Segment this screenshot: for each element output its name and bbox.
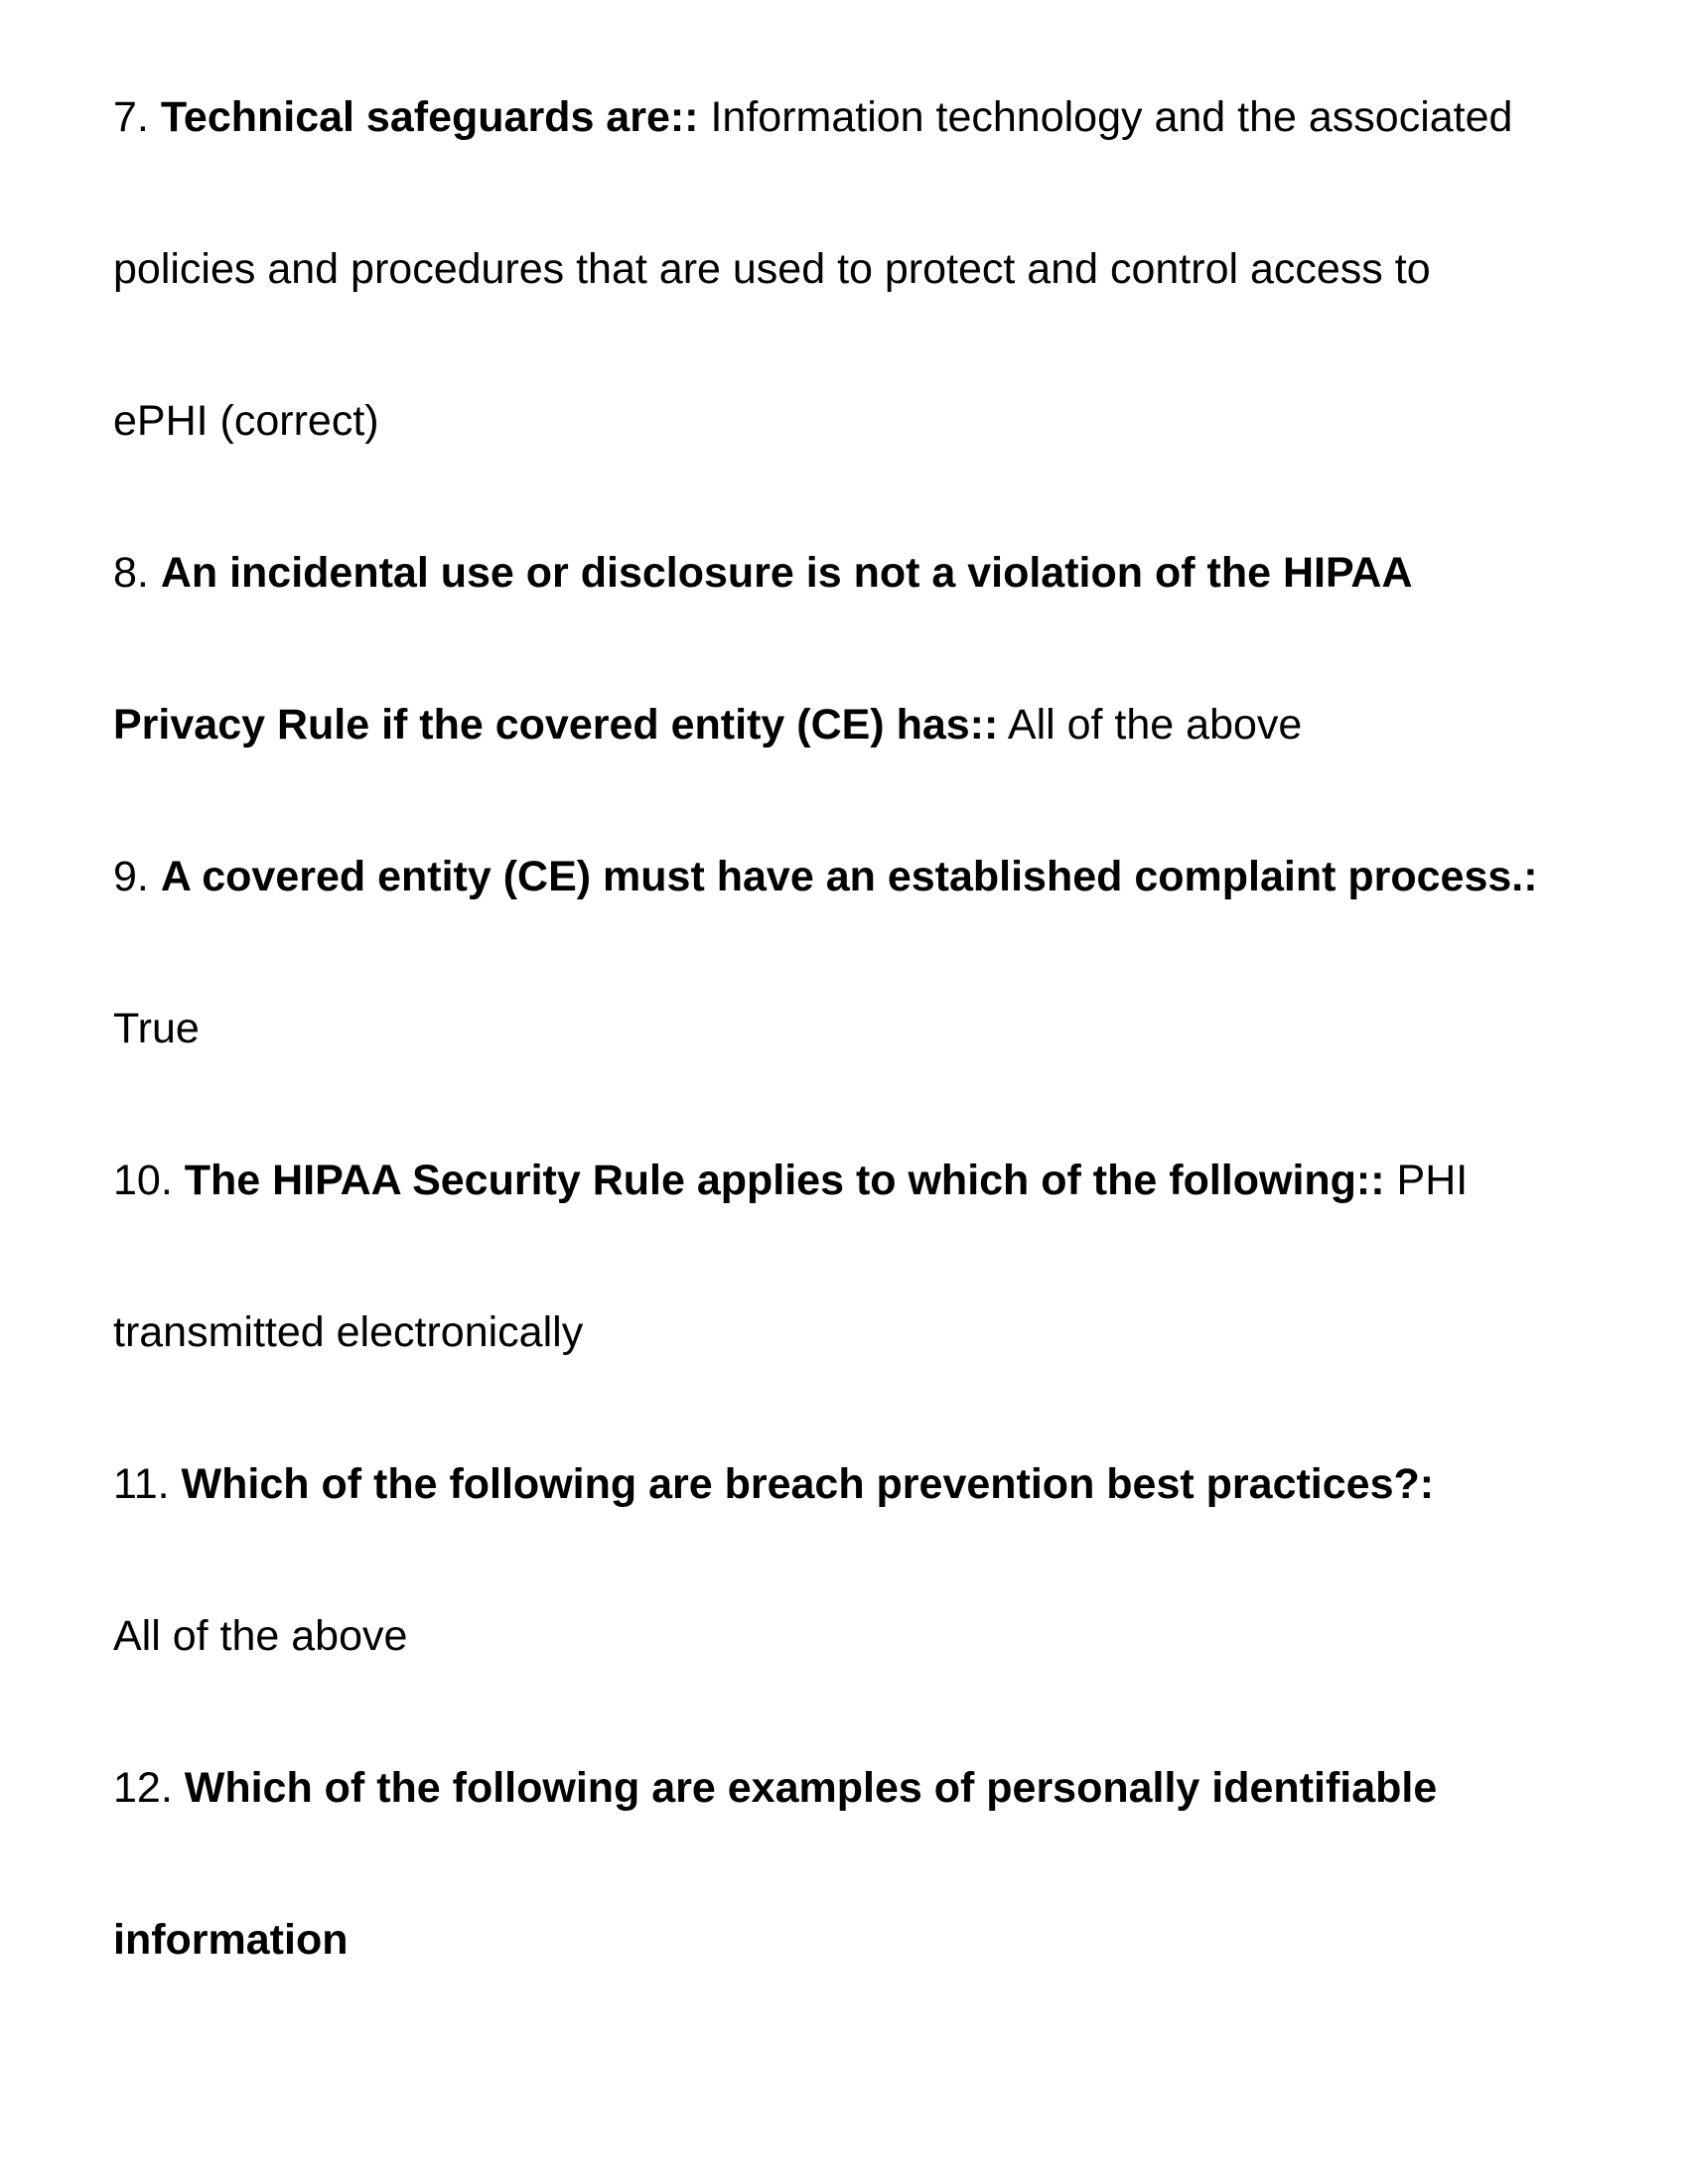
item-9-line-1 bbox=[113, 851, 1603, 903]
item-8-line-1 bbox=[113, 547, 1603, 600]
item-10-line-1 bbox=[113, 1155, 1603, 1207]
item-11-line-1 bbox=[113, 1458, 1603, 1511]
item-8-question: An incidental use or disclosure is not a violation of the HIPAA bbox=[160, 549, 1413, 597]
item-10-number: 10. bbox=[113, 1157, 173, 1204]
item-12-number: 12. bbox=[113, 1764, 173, 1812]
item-9-question: A covered entity (CE) must have an established complaint process.: bbox=[160, 853, 1538, 900]
item-12-line-2 bbox=[113, 1914, 1603, 1967]
item-7-line-1 bbox=[113, 91, 1603, 144]
item-7-line-2 bbox=[113, 243, 1603, 296]
item-7-question: Technical safeguards are:: bbox=[160, 93, 699, 141]
item-9-number: 9. bbox=[113, 853, 149, 900]
item-9-line-2 bbox=[113, 1003, 1603, 1055]
item-7-number: 7. bbox=[113, 93, 149, 141]
item-7-answer: Information technology and the associated bbox=[710, 93, 1513, 141]
item-12-question-continued: information bbox=[113, 1916, 349, 1964]
item-12-line-1 bbox=[113, 1762, 1603, 1815]
item-9-answer: True bbox=[113, 1005, 200, 1052]
item-7-answer-continued: policies and procedures that are used to protect and control access to bbox=[113, 245, 1431, 293]
item-11-line-2 bbox=[113, 1610, 1603, 1663]
item-8-question-continued: Privacy Rule if the covered entity (CE) has:: bbox=[113, 701, 999, 749]
item-8-line-2 bbox=[113, 699, 1603, 751]
item-10-answer: PHI bbox=[1396, 1157, 1469, 1204]
item-11-answer: All of the above bbox=[113, 1612, 408, 1660]
item-8-number: 8. bbox=[113, 549, 149, 597]
item-10-line-2 bbox=[113, 1306, 1603, 1359]
item-12-question: Which of the following are examples of personally identifiable bbox=[184, 1764, 1438, 1812]
quiz-answer-list bbox=[113, 91, 1603, 1967]
item-10-answer-continued: transmitted electronically bbox=[113, 1308, 584, 1356]
item-7-answer-end: ePHI (correct) bbox=[113, 397, 379, 445]
item-11-number: 11. bbox=[113, 1460, 170, 1508]
item-10-question: The HIPAA Security Rule applies to which of the following:: bbox=[184, 1157, 1385, 1204]
item-8-answer: All of the above bbox=[1007, 701, 1303, 749]
item-11-question: Which of the following are breach prevention best practices?: bbox=[181, 1460, 1435, 1508]
item-7-line-3 bbox=[113, 395, 1603, 448]
